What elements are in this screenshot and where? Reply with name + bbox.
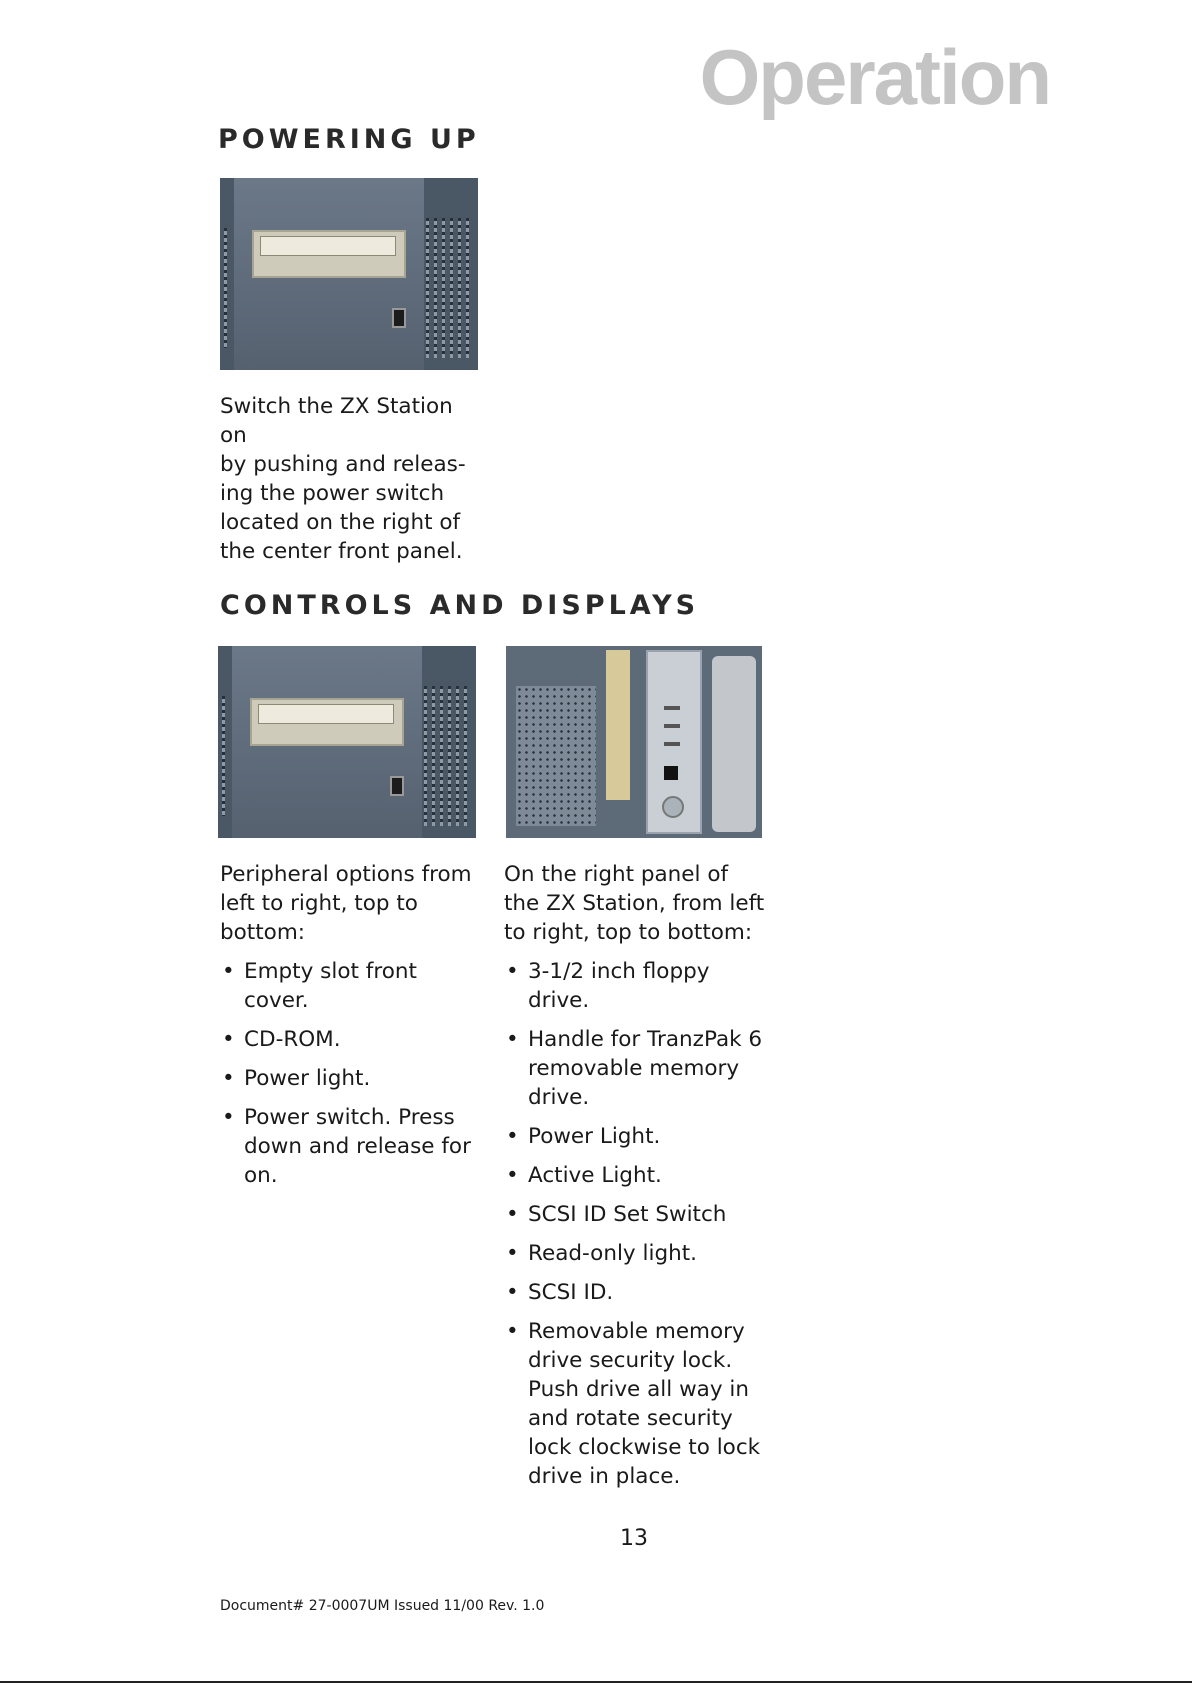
list-item: • Removable memory drive security lock. Push drive all way in and rotate security lock clockwise to lock drive in place. (504, 1317, 766, 1491)
peripheral-intro-line: bottom: (220, 920, 306, 945)
powering-up-line: ing the power switch (220, 481, 445, 506)
powering-up-heading: POWERING UP (218, 124, 480, 155)
peripheral-intro-line: Peripheral options from (220, 862, 472, 887)
powering-up-line: located on the right of (220, 510, 461, 535)
peripheral-intro-line: left to right, top to (220, 891, 418, 916)
list-item: • Power switch. Press down and release for on. (220, 1103, 482, 1190)
list-item: • SCSI ID Set Switch (504, 1200, 766, 1229)
peripheral-options-column (220, 860, 482, 1200)
powering-up-line: the center front panel. (220, 539, 463, 564)
right-panel-photo (506, 646, 762, 838)
right-panel-intro-line: to right, top to bottom: (504, 920, 753, 945)
list-item: • Empty slot front cover. (220, 957, 482, 1015)
right-panel-intro-line: the ZX Station, from left (504, 891, 765, 916)
bottom-rule (0, 1681, 1192, 1683)
list-item: • Handle for TranzPak 6 removable memory drive. (504, 1025, 766, 1112)
peripheral-intro (220, 860, 482, 947)
right-panel-list (504, 957, 766, 1491)
list-item: • Power Light. (504, 1122, 766, 1151)
front-panel-photo (220, 178, 478, 370)
document-footer: Document# 27-0007UM Issued 11/00 Rev. 1.0 (220, 1598, 545, 1614)
peripheral-options-photo (218, 646, 476, 838)
controls-heading: CONTROLS AND DISPLAYS (220, 590, 700, 621)
powering-up-text (220, 392, 480, 566)
page-title: Operation (699, 33, 1050, 121)
list-item: • 3-1/2 inch floppy drive. (504, 957, 766, 1015)
right-panel-intro (504, 860, 766, 947)
list-item: • SCSI ID. (504, 1278, 766, 1307)
list-item: • Read-only light. (504, 1239, 766, 1268)
powering-up-line: by pushing and releas- (220, 452, 466, 477)
powering-up-line: Switch the ZX Station on (220, 394, 453, 448)
peripheral-options-list (220, 957, 482, 1190)
list-item: • Power light. (220, 1064, 482, 1093)
list-item: • Active Light. (504, 1161, 766, 1190)
page-number: 13 (620, 1526, 648, 1551)
right-panel-intro-line: On the right panel of (504, 862, 729, 887)
list-item: • CD-ROM. (220, 1025, 482, 1054)
right-panel-column (504, 860, 766, 1501)
